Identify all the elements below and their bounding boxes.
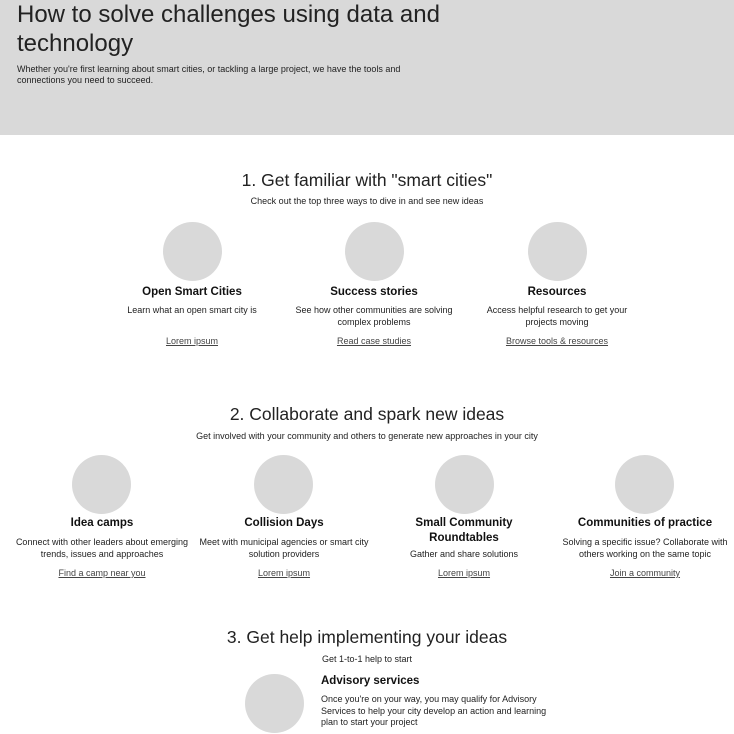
section-1-title: 1. Get familiar with "smart cities" xyxy=(241,170,493,190)
card-image-placeholder xyxy=(254,455,313,514)
card-title: Open Smart Cities xyxy=(142,286,242,298)
card-image-placeholder xyxy=(345,222,404,281)
section-3-title: 3. Get help implementing your ideas xyxy=(226,627,508,647)
card-idea-camps xyxy=(12,455,192,585)
card-open-smart-cities xyxy=(112,222,272,352)
section-3-subtitle: Get 1-to-1 help to start xyxy=(321,654,413,664)
card-image-placeholder xyxy=(72,455,131,514)
hero-subtitle: Whether you're first learning about smart cities, or tackling a large project, we have the tools and connections you need to succeed. xyxy=(17,64,401,85)
card-image-placeholder xyxy=(435,455,494,514)
section-2-subtitle: Get involved with your community and others to generate new approaches in your city xyxy=(196,431,538,441)
card-description: Gather and share solutions xyxy=(409,549,519,559)
advisory-image-placeholder xyxy=(245,674,304,733)
card-small-community-roundtables xyxy=(384,455,544,585)
card-description: See how other communities are solving complex problems xyxy=(295,305,453,327)
card-title: Collision Days xyxy=(244,517,324,529)
card-description: Meet with municipal agencies or smart city solution providers xyxy=(199,537,369,559)
card-success-stories xyxy=(294,222,454,352)
card-link-find-a-camp[interactable]: Find a camp near you xyxy=(58,568,146,578)
card-link-lorem-ipsum[interactable]: Lorem ipsum xyxy=(165,336,219,346)
card-description: Solving a specific issue? Collaborate with others working on the same topic xyxy=(562,537,728,559)
page-title: How to solve challenges using data and technology xyxy=(17,1,440,57)
card-link-browse-tools[interactable]: Browse tools & resources xyxy=(505,336,609,346)
card-image-placeholder xyxy=(615,455,674,514)
card-title: Success stories xyxy=(330,286,418,298)
card-description: Connect with other leaders about emerging trends, issues and approaches xyxy=(15,537,189,559)
advisory-services-description: Once you're on your way, you may qualify for Advisory Services to help your city develop an action and learning plan to start your project xyxy=(321,694,547,727)
section-2-title: 2. Collaborate and spark new ideas xyxy=(229,404,505,424)
card-title: Resources xyxy=(527,286,587,298)
card-communities-of-practice xyxy=(560,455,730,585)
card-title: Idea camps xyxy=(70,517,134,529)
card-link-lorem-ipsum[interactable]: Lorem ipsum xyxy=(437,568,491,578)
section-1-subtitle: Check out the top three ways to dive in and see new ideas xyxy=(250,196,484,206)
card-description: Access helpful research to get your projects moving xyxy=(486,305,628,327)
card-link-lorem-ipsum[interactable]: Lorem ipsum xyxy=(257,568,311,578)
card-resources xyxy=(472,222,642,352)
advisory-services-title: Advisory services xyxy=(321,675,420,687)
hero-banner xyxy=(0,0,734,135)
card-image-placeholder xyxy=(163,222,222,281)
card-title: Communities of practice xyxy=(577,517,713,529)
card-description: Learn what an open smart city is xyxy=(127,305,257,315)
card-link-read-case-studies[interactable]: Read case studies xyxy=(336,336,412,346)
card-link-join-a-community[interactable]: Join a community xyxy=(609,568,681,578)
card-image-placeholder xyxy=(528,222,587,281)
card-title: Small Community Roundtables xyxy=(415,517,513,544)
card-collision-days xyxy=(196,455,372,585)
